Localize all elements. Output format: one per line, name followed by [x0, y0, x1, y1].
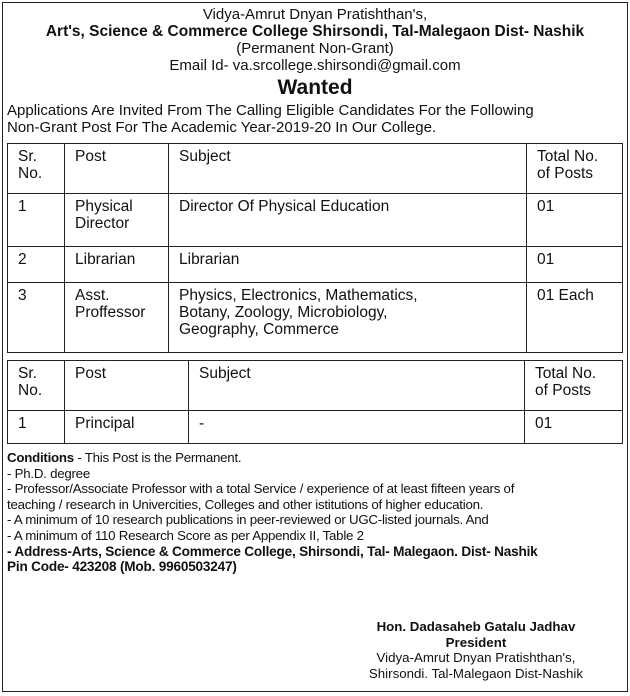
address: - Address-Arts, Science & Commerce College, Shirsondi, Tal- Malegaon. Dist- Nashik	[7, 543, 538, 559]
posts-table	[7, 143, 623, 353]
signatory-name: Hon. Dadasaheb Gatalu Jadhav	[376, 619, 576, 635]
condition-item: - Ph.D. degree	[7, 465, 90, 481]
table-row: 2 Librarian Librarian 01	[8, 247, 623, 283]
header-sr: Sr. No.	[8, 144, 65, 194]
conditions-intro: Conditions - This Post is the Permanent.	[7, 450, 242, 465]
intro-line-1: Applications Are Invited From The Calling Eligible Candidates For the Following	[7, 102, 534, 119]
grant-status: (Permanent Non-Grant)	[236, 40, 394, 57]
signatory-org: Vidya-Amrut Dnyan Pratishthan's,	[376, 650, 576, 666]
pin-code: Pin Code- 423208 (Mob. 9960503247)	[7, 559, 237, 575]
condition-item: - A minimum of 110 Research Score as per Appendix II, Table 2	[7, 527, 364, 543]
wanted-heading: Wanted	[277, 76, 353, 99]
condition-item: teaching / research in Univercities, Colleges and other istitutions of higher education.	[7, 496, 484, 512]
table-header-row	[8, 144, 623, 194]
table-header-row	[8, 361, 623, 411]
intro-text	[7, 102, 623, 136]
signatory-place: Shirsondi. Tal-Malegaon Dist-Nashik	[368, 665, 583, 681]
advertisement	[2, 2, 628, 692]
email: Email Id- va.srcollege.shirsondi@gmail.com	[169, 57, 461, 74]
header-subject: Subject	[189, 361, 525, 411]
table-row: 3 Asst. Proffessor Physics, Electronics, Mathematics, Botany, Zoology, Microbiology, Geography, Commerce 01 Each	[8, 283, 623, 353]
signatory-title: President	[445, 634, 507, 650]
header-total: Total No. of Posts	[527, 144, 623, 194]
trust-name: Vidya-Amrut Dnyan Pratishthan's,	[202, 6, 428, 23]
intro-line-2: Non-Grant Post For The Academic Year-2019-20 In Our College.	[7, 119, 437, 136]
condition-item: - Professor/Associate Professor with a total Service / experience of at least fifteen years of	[7, 481, 515, 497]
conditions	[7, 450, 623, 575]
header-post: Post	[65, 144, 169, 194]
signature-block	[369, 619, 583, 681]
condition-item: - A minimum of 10 research publications in peer-reviewed or UGC-listed journals. And	[7, 512, 489, 528]
college-name: Art's, Science & Commerce College Shirsondi, Tal-Malegaon Dist- Nashik	[45, 23, 585, 40]
principal-table	[7, 360, 623, 444]
header-subject: Subject	[169, 144, 527, 194]
header-post: Post	[65, 361, 189, 411]
header	[7, 6, 623, 101]
table-row: 1 Physical Director Director Of Physical Education 01	[8, 194, 623, 247]
table-row: 1 Principal - 01	[8, 411, 623, 444]
header-total: Total No. of Posts	[525, 361, 623, 411]
header-sr: Sr. No.	[8, 361, 65, 411]
